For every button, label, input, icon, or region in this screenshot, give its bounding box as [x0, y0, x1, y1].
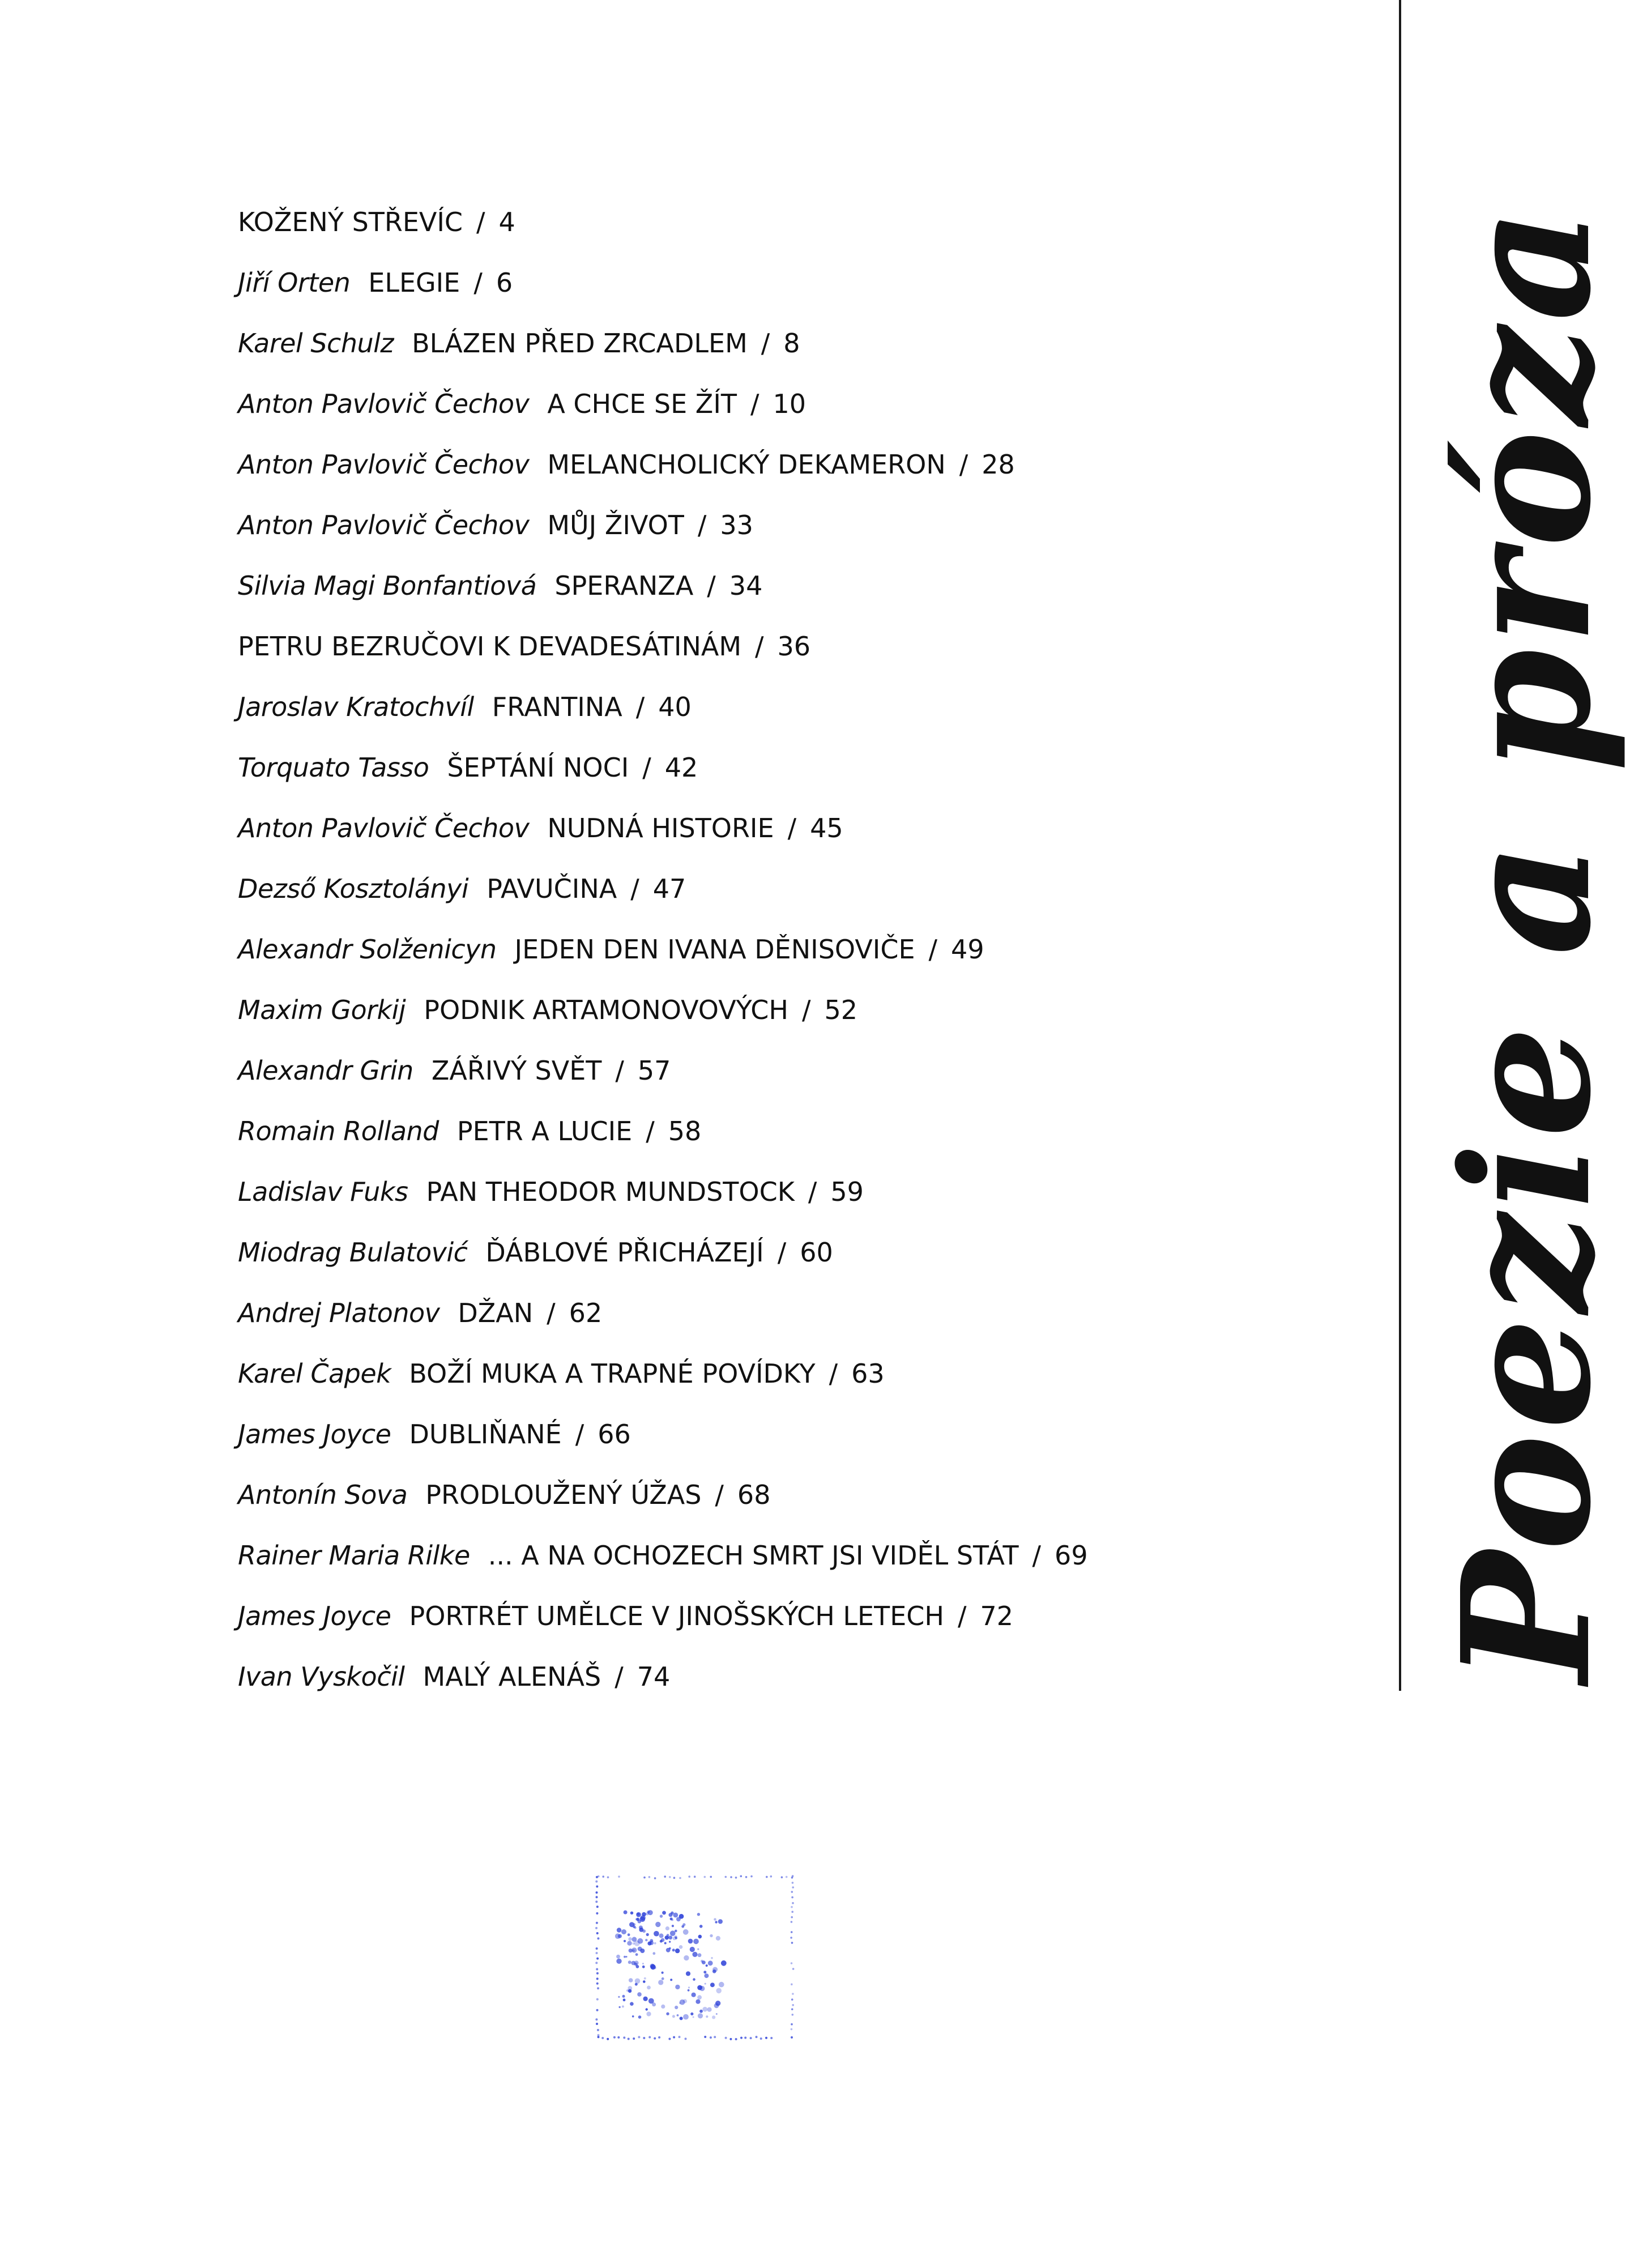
toc-separator: /	[958, 1601, 967, 1631]
toc-page-number: 34	[729, 570, 763, 601]
toc-title: FRANTINA	[492, 692, 622, 722]
toc-entry	[238, 1599, 1371, 1660]
toc-entry	[238, 629, 1371, 690]
toc-title: PORTRÉT UMĚLCE V JINOŠSKÝCH LETECH	[409, 1601, 944, 1631]
toc-page-number: 52	[824, 995, 857, 1025]
toc-title: MELANCHOLICKÝ DEKAMERON	[547, 449, 946, 480]
vertical-divider-line	[1399, 0, 1401, 1691]
toc-page-number: 45	[810, 813, 843, 843]
toc-entry	[238, 1296, 1371, 1357]
toc-author: Rainer Maria Rilke	[238, 1540, 470, 1571]
toc-page-number: 28	[982, 449, 1015, 480]
toc-entry	[238, 751, 1371, 811]
spine-title: Poezie a próza	[1424, 203, 1630, 1683]
toc-page-number: 36	[777, 631, 811, 662]
toc-entry	[238, 447, 1371, 508]
toc-separator: /	[777, 1237, 787, 1268]
publisher-stamp-icon	[592, 1869, 799, 2045]
toc-page-number: 69	[1055, 1540, 1088, 1571]
toc-page-number: 40	[658, 692, 692, 722]
toc-separator: /	[959, 449, 968, 480]
toc-separator: /	[750, 389, 759, 419]
toc-title: ZÁŘIVÝ SVĚT	[431, 1055, 602, 1086]
toc-entry	[238, 1175, 1371, 1235]
toc-page-number: 4	[498, 207, 515, 237]
toc-title: BLÁZEN PŘED ZRCADLEM	[412, 328, 748, 359]
toc-title: NUDNÁ HISTORIE	[547, 813, 774, 843]
toc-separator: /	[697, 510, 707, 540]
toc-page-number: 72	[980, 1601, 1014, 1631]
toc-entry	[238, 811, 1371, 872]
toc-title: ŠEPTÁNÍ NOCI	[447, 752, 629, 783]
toc-separator: /	[575, 1419, 584, 1450]
toc-separator: /	[646, 1116, 655, 1146]
toc-author: James Joyce	[238, 1419, 391, 1450]
toc-entry	[238, 266, 1371, 326]
toc-author: Alexandr Grin	[238, 1055, 413, 1086]
toc-entry	[238, 1235, 1371, 1296]
toc-title: DŽAN	[458, 1298, 534, 1328]
toc-page-number: 59	[830, 1176, 864, 1207]
toc-separator: /	[642, 752, 651, 783]
toc-page-number: 47	[652, 873, 686, 904]
toc-page-number: 49	[951, 934, 984, 965]
toc-author: Karel Čapek	[238, 1358, 391, 1389]
toc-page-number: 60	[800, 1237, 833, 1268]
toc-separator: /	[928, 934, 938, 965]
toc-author: Anton Pavlovič Čechov	[238, 389, 530, 419]
toc-entry	[238, 1660, 1371, 1720]
toc-author: Romain Rolland	[238, 1116, 439, 1146]
toc-author: Karel Schulz	[238, 328, 394, 359]
toc-entry	[238, 205, 1371, 266]
toc-separator: /	[787, 813, 797, 843]
toc-author: Dezső Kosztolányi	[238, 873, 469, 904]
toc-separator: /	[615, 1055, 624, 1086]
toc-page-number: 63	[851, 1358, 885, 1389]
toc-title: PODNIK ARTAMONOVOVÝCH	[424, 995, 788, 1025]
toc-author: Maxim Gorkij	[238, 995, 406, 1025]
toc-page-number: 10	[773, 389, 807, 419]
toc-separator: /	[801, 995, 811, 1025]
toc-title: A CHCE SE ŽÍT	[547, 389, 737, 419]
toc-separator: /	[476, 207, 485, 237]
toc-title: ... A NA OCHOZECH SMRT JSI VIDĚL STÁT	[488, 1540, 1019, 1571]
toc-title: PAVUČINA	[487, 873, 617, 904]
toc-author: Andrej Platonov	[238, 1298, 440, 1328]
toc-title: MALÝ ALENÁŠ	[423, 1661, 601, 1692]
toc-entry	[238, 872, 1371, 932]
toc-page-number: 68	[737, 1480, 771, 1510]
toc-entry	[238, 1538, 1371, 1599]
toc-author: Torquato Tasso	[238, 752, 429, 783]
toc-page-number: 42	[664, 752, 698, 783]
toc-title: KOŽENÝ STŘEVÍC	[238, 207, 463, 237]
table-of-contents	[238, 205, 1371, 1720]
toc-entry	[238, 1417, 1371, 1478]
toc-author: Anton Pavlovič Čechov	[238, 813, 530, 843]
toc-separator: /	[630, 873, 639, 904]
toc-author: Ladislav Fuks	[238, 1176, 408, 1207]
toc-title: PETRU BEZRUČOVI K DEVADESÁTINÁM	[238, 631, 742, 662]
toc-entry	[238, 1114, 1371, 1175]
toc-title: SPERANZA	[554, 570, 694, 601]
toc-author: Ivan Vyskočil	[238, 1661, 405, 1692]
toc-page-number: 62	[569, 1298, 603, 1328]
toc-author: Jiří Orten	[238, 267, 351, 298]
toc-title: JEDEN DEN IVANA DĚNISOVIČE	[514, 934, 915, 965]
toc-entry	[238, 508, 1371, 569]
toc-separator: /	[755, 631, 764, 662]
toc-author: Alexandr Solženicyn	[238, 934, 497, 965]
toc-entry	[238, 326, 1371, 387]
toc-separator: /	[1032, 1540, 1042, 1571]
toc-separator: /	[829, 1358, 838, 1389]
toc-entry	[238, 387, 1371, 447]
toc-author: Jaroslav Kratochvíl	[238, 692, 474, 722]
toc-separator: /	[547, 1298, 556, 1328]
toc-page-number: 74	[637, 1661, 671, 1692]
toc-title: PAN THEODOR MUNDSTOCK	[426, 1176, 795, 1207]
toc-title: PRODLOUŽENÝ ÚŽAS	[425, 1480, 702, 1510]
toc-page-number: 58	[668, 1116, 702, 1146]
toc-separator: /	[635, 692, 645, 722]
toc-author: Miodrag Bulatović	[238, 1237, 468, 1268]
toc-author: Anton Pavlovič Čechov	[238, 510, 530, 540]
toc-title: MŮJ ŽIVOT	[547, 510, 684, 540]
toc-entry	[238, 932, 1371, 993]
toc-author: Silvia Magi Bonfantiová	[238, 570, 537, 601]
toc-title: BOŽÍ MUKA A TRAPNÉ POVÍDKY	[409, 1358, 816, 1389]
toc-title: PETR A LUCIE	[456, 1116, 633, 1146]
toc-title: ELEGIE	[368, 267, 460, 298]
toc-separator: /	[808, 1176, 817, 1207]
toc-author: James Joyce	[238, 1601, 391, 1631]
toc-author: Anton Pavlovič Čechov	[238, 449, 530, 480]
toc-page-number: 66	[598, 1419, 631, 1450]
toc-separator: /	[615, 1661, 624, 1692]
toc-page-number: 57	[637, 1055, 671, 1086]
toc-author: Antonín Sova	[238, 1480, 408, 1510]
toc-entry	[238, 690, 1371, 751]
toc-entry	[238, 569, 1371, 629]
toc-entry	[238, 1478, 1371, 1538]
toc-separator: /	[707, 570, 716, 601]
toc-separator: /	[715, 1480, 724, 1510]
toc-title: ĎÁBLOVÉ PŘICHÁZEJÍ	[485, 1237, 764, 1268]
toc-page-number: 8	[783, 328, 800, 359]
toc-entry	[238, 1357, 1371, 1417]
toc-entry	[238, 993, 1371, 1054]
toc-separator: /	[761, 328, 770, 359]
toc-entry	[238, 1054, 1371, 1114]
toc-page-number: 33	[720, 510, 753, 540]
toc-page-number: 6	[496, 267, 513, 298]
toc-title: DUBLIŇANÉ	[409, 1419, 562, 1450]
toc-separator: /	[473, 267, 483, 298]
